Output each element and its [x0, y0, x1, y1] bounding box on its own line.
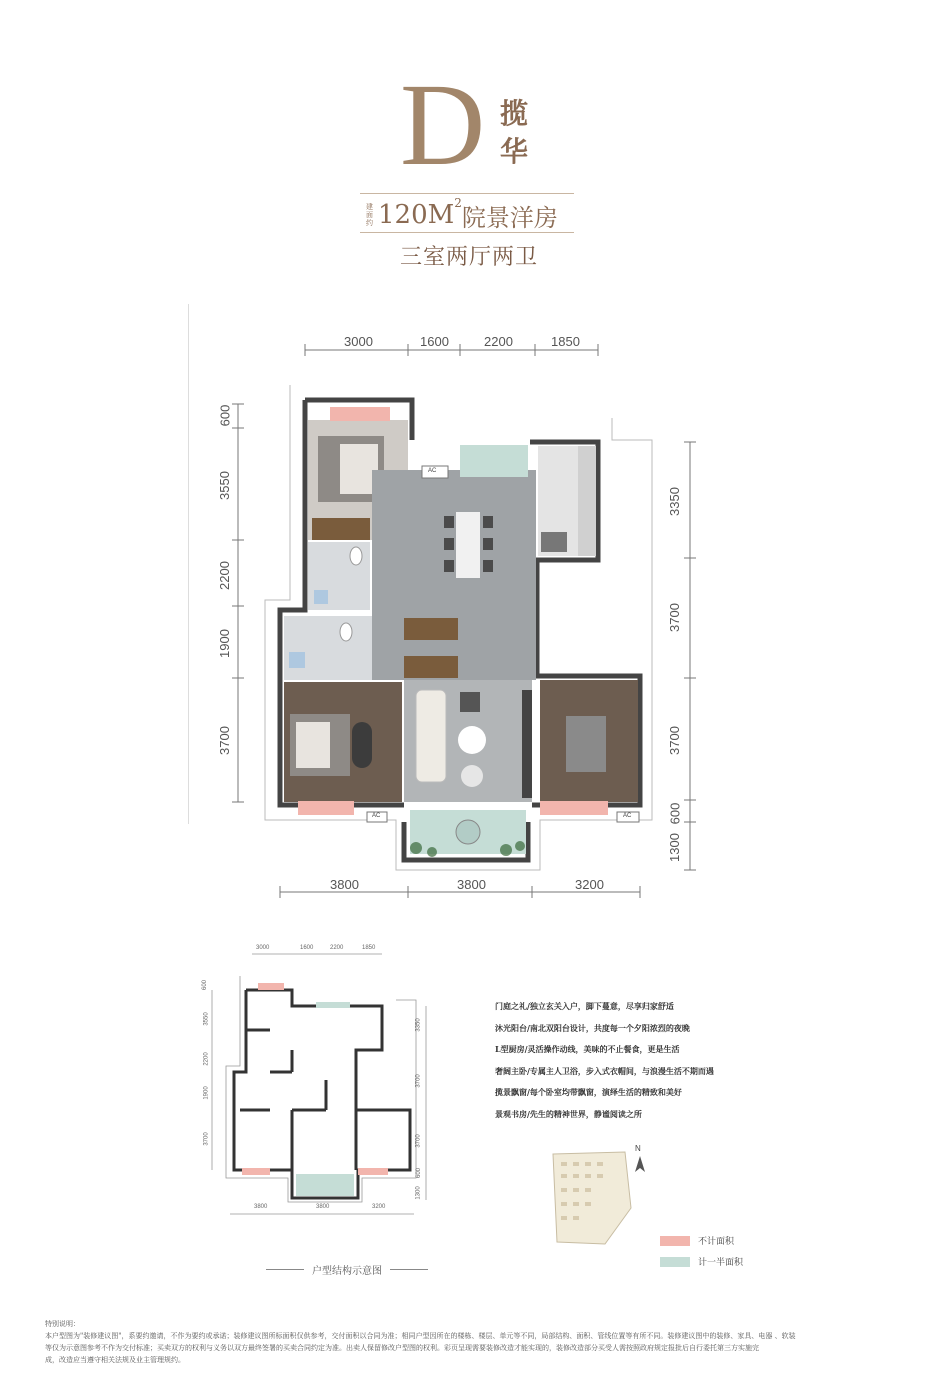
dim-left-4: 1900	[216, 629, 232, 658]
feature-item: 揽景飘窗/每个卧室均带飘窗，演绎生活的精致和美好	[495, 1087, 682, 1097]
caption-text: 户型结构示意图	[312, 1266, 382, 1277]
dining-floor	[372, 470, 536, 680]
mini-dim-bottom-3: 3200	[372, 1204, 386, 1210]
feature-item: 奢阔主卧/专属主人卫浴，步入式衣帽间，与浪漫生活不期而遇	[495, 1065, 714, 1076]
mini-dim-right-5: 1300	[415, 1186, 422, 1200]
mini-dim-top-4: 1850	[362, 945, 376, 951]
dim-top-3: 2200	[484, 334, 513, 349]
dim-left-1: 600	[217, 404, 233, 427]
dim-bottom-2: 3800	[457, 877, 486, 892]
cabinet-1	[404, 618, 458, 640]
desk	[566, 716, 606, 772]
north-balcony	[460, 445, 528, 477]
cabinet-2	[404, 656, 458, 678]
bay-window-top	[330, 407, 390, 421]
legend-label: 不计面积	[698, 1237, 735, 1247]
wardrobe-top	[312, 518, 370, 540]
mini-dim-right-4: 600	[416, 1167, 423, 1179]
dim-top-2: 1600	[420, 334, 449, 349]
second-bath	[284, 616, 372, 680]
sofa	[416, 690, 446, 782]
mini-dim-top-1: 3000	[256, 945, 270, 951]
area-value: 120M	[378, 200, 455, 230]
mini-dim-bottom-1: 3800	[254, 1204, 268, 1210]
dim-bottom-1: 3800	[330, 877, 359, 892]
toilet-1	[350, 547, 362, 565]
feature-item: 门庭之礼/独立玄关入户，脚下蔓意，尽享归家舒适	[495, 1001, 674, 1011]
structure-plan-caption	[258, 1262, 436, 1277]
bay-window-bottom-left	[298, 801, 354, 815]
bath-basin-1	[314, 590, 328, 604]
dim-right-5: 1300	[666, 833, 682, 862]
mini-dim-top-2: 1600	[300, 945, 314, 951]
legend-item-excluded	[660, 1234, 734, 1247]
disclaimer	[45, 1318, 895, 1366]
toilet-2	[340, 623, 352, 641]
bench	[352, 722, 372, 768]
ottoman	[460, 692, 480, 712]
ac-label-bottom-left: AC	[372, 813, 381, 819]
mini-dim-left-1: 600	[202, 979, 209, 991]
mini-dim-right-3: 3700	[415, 1134, 422, 1148]
mini-dim-left-4: 1900	[203, 1086, 210, 1100]
disclaimer-line: 本户型图为"装修建议图"，系要约邀请，不作为要约或承诺；装修建议图所标面积仅供参考，交付面积以合同为准；相同户型因所在的楼栋、楼层、单元等不同，局部结构、面积、管线位置等有所不同。装修建议图中的装修、家具、电器 、软装	[45, 1332, 796, 1340]
mini-dim-left-3: 2200	[203, 1052, 210, 1066]
ac-label-top: AC	[428, 468, 437, 474]
caption-line-left	[266, 1269, 304, 1270]
dim-right-3: 3700	[666, 726, 682, 755]
area-unit-superscript: 2	[454, 196, 462, 210]
mini-dim-top-3: 2200	[330, 945, 344, 951]
dim-right-4: 600	[667, 802, 683, 825]
unit-name-char-1: 揽	[500, 97, 529, 130]
unit-type-letter: D	[400, 59, 486, 190]
dim-left-5: 3700	[216, 726, 232, 755]
disclaimer-line: 成，改造应当遵守相关法规及业主管理规约。	[45, 1356, 185, 1364]
tv-console	[522, 690, 532, 798]
dim-right-2: 3700	[666, 603, 682, 632]
dim-left-3: 2200	[216, 561, 232, 590]
ac-label-bottom-right: AC	[623, 813, 632, 819]
disclaimer-line: 等仅为示意图参考不作为交付标准；买卖双方的权利与义务以双方最终签署的买卖合同约定为准。出卖人保留修改户型图的权利。彩页呈现需要装修改造才能实现的，装修改造部分买受人需按照政府规定报批后自行委托第三方实施完	[45, 1344, 759, 1352]
area-prefix: 建面约	[366, 203, 373, 227]
compass-arrow-icon	[630, 1152, 650, 1176]
bath-basin-2	[289, 652, 305, 668]
caption-line-right	[390, 1269, 428, 1270]
feature-list	[495, 996, 755, 1125]
mini-dim-left-2: 3550	[203, 1012, 210, 1026]
kitchen-counter	[578, 446, 596, 556]
feature-item: L型厨房/灵活操作动线，美味的不止餐食，更是生活	[495, 1044, 680, 1054]
legend-item-half	[660, 1255, 743, 1268]
legend-swatch-pink	[660, 1236, 690, 1246]
dim-bottom-3: 3200	[575, 877, 604, 892]
dim-right-1: 3350	[666, 487, 682, 516]
dim-top-4: 1850	[551, 334, 580, 349]
mini-dim-left-5: 3700	[203, 1132, 210, 1146]
armchair	[461, 765, 483, 787]
mini-dim-right-1: 3350	[415, 1018, 422, 1032]
coffee-table	[458, 726, 486, 754]
balcony-table	[456, 820, 480, 844]
mini-dim-right-2: 3700	[415, 1074, 422, 1088]
legend-label: 计一半面积	[698, 1258, 744, 1268]
bed-bottom-linen	[296, 722, 330, 768]
dim-top-1: 3000	[344, 334, 373, 349]
unit-name-char-2: 华	[500, 135, 529, 168]
compass-north-label: N	[635, 1144, 641, 1153]
legend-swatch-green	[660, 1257, 690, 1267]
dim-left-2: 3550	[216, 471, 232, 500]
disclaimer-title: 特别说明：	[45, 1320, 80, 1328]
dining-table	[456, 512, 480, 578]
room-layout: 三室两厅两卫	[400, 245, 539, 270]
fridge	[541, 532, 567, 552]
mini-dim-bottom-2: 3800	[316, 1204, 330, 1210]
feature-item: 沐光阳台/南北双阳台设计，共度每一个夕阳浓烈的夜晚	[495, 1022, 690, 1033]
feature-item: 景观书房/先生的精神世界，静谧阅读之所	[495, 1108, 642, 1119]
bay-window-study	[540, 801, 608, 815]
area-title: 院景洋房	[461, 203, 558, 232]
